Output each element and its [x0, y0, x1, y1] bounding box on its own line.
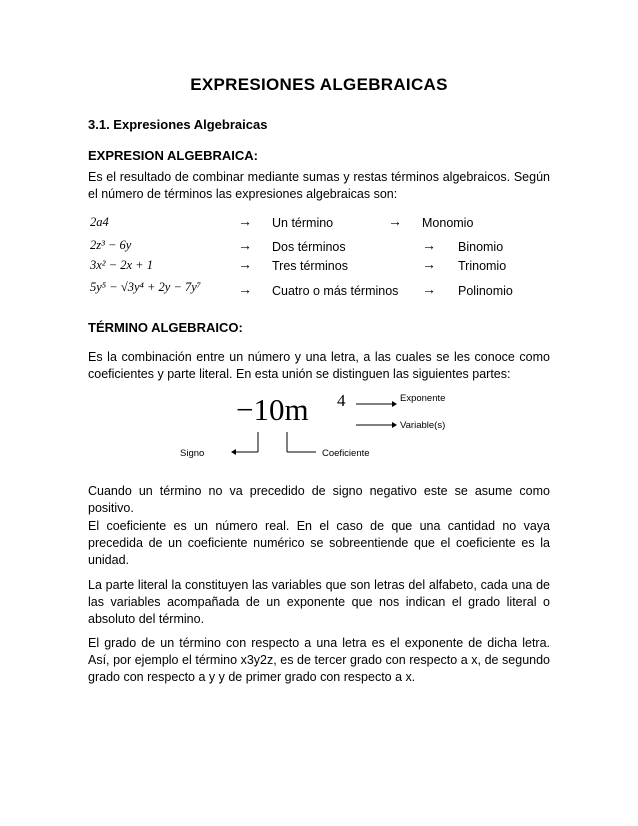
- arrow-icon: →: [238, 237, 252, 253]
- expression-type-label: Binomio: [458, 240, 504, 254]
- paragraph-termino: Es la combinación entre un número y una letra, a las cuales se les conoce como coeficientes y parte literal. En esta unión se distinguen las siguientes partes:: [88, 350, 550, 381]
- term-count-label: Dos términos: [272, 240, 346, 254]
- paragraph-definition: Es el resultado de combinar mediante sumas y restas términos algebraicos. Según el número de términos las expresiones algebraicas son:: [88, 170, 550, 201]
- expression-type-label: Trinomio: [458, 259, 507, 273]
- arrow-icon: →: [388, 213, 402, 229]
- section-heading: 3.1. Expresiones Algebraicas: [88, 117, 268, 132]
- arrow-icon: →: [422, 256, 436, 272]
- paragraph-coeficiente: El coeficiente es un número real. En el caso de que una cantidad no vaya precedida de un coeficiente numérico se sobreentiende que el coeficiente es la unidad.: [88, 519, 550, 567]
- term-count-label: Tres términos: [272, 259, 348, 273]
- expression-binomio: 2z³ − 6y: [90, 238, 132, 252]
- expression-type-label: Polinomio: [458, 284, 513, 298]
- heading-expresion-algebraica: EXPRESION ALGEBRAICA:: [88, 148, 258, 163]
- term-count-label: Un término: [272, 216, 334, 230]
- term-count-label: Cuatro o más términos: [272, 284, 399, 298]
- arrow-icon: →: [422, 281, 436, 297]
- paragraph-parte-literal: La parte literal la constituyen las variables que son letras del alfabeto, cada una de las variables acompañada de un exponente que nos indican el grado literal o absoluto del término.: [88, 578, 550, 626]
- heading-termino-algebraico: TÉRMINO ALGEBRAICO:: [88, 320, 243, 335]
- arrow-icon: →: [422, 237, 436, 253]
- expression-polinomio: 5y⁵ − √3y⁴ + 2y − 7y⁷: [90, 280, 202, 294]
- expression-trinomio: 3x² − 2x + 1: [90, 258, 153, 272]
- expression-monomio: 2a4: [90, 215, 109, 229]
- term-exponent: 4: [337, 391, 346, 410]
- term-base: −10m: [236, 392, 309, 427]
- arrow-icon: →: [238, 213, 252, 229]
- expression-type-label: Monomio: [422, 216, 474, 230]
- label-signo: Signo: [180, 448, 205, 459]
- arrow-icon: →: [238, 281, 252, 297]
- paragraph-grado: El grado de un término con respecto a una letra es el exponente de dicha letra. Así, por ejemplo el término x3y2z, es de tercer grado con respecto a x, de segundo grado con respecto a y y de primer grado con respecto a x.: [88, 636, 550, 684]
- label-variable: Variable(s): [400, 420, 446, 431]
- paragraph-signo: Cuando un término no va precedido de signo negativo este se asume como positivo.: [88, 484, 550, 515]
- arrow-icon: →: [238, 256, 252, 272]
- page-title: EXPRESIONES ALGEBRAICAS: [190, 75, 448, 94]
- label-exponente: Exponente: [400, 393, 446, 404]
- label-coeficiente: Coeficiente: [322, 448, 370, 459]
